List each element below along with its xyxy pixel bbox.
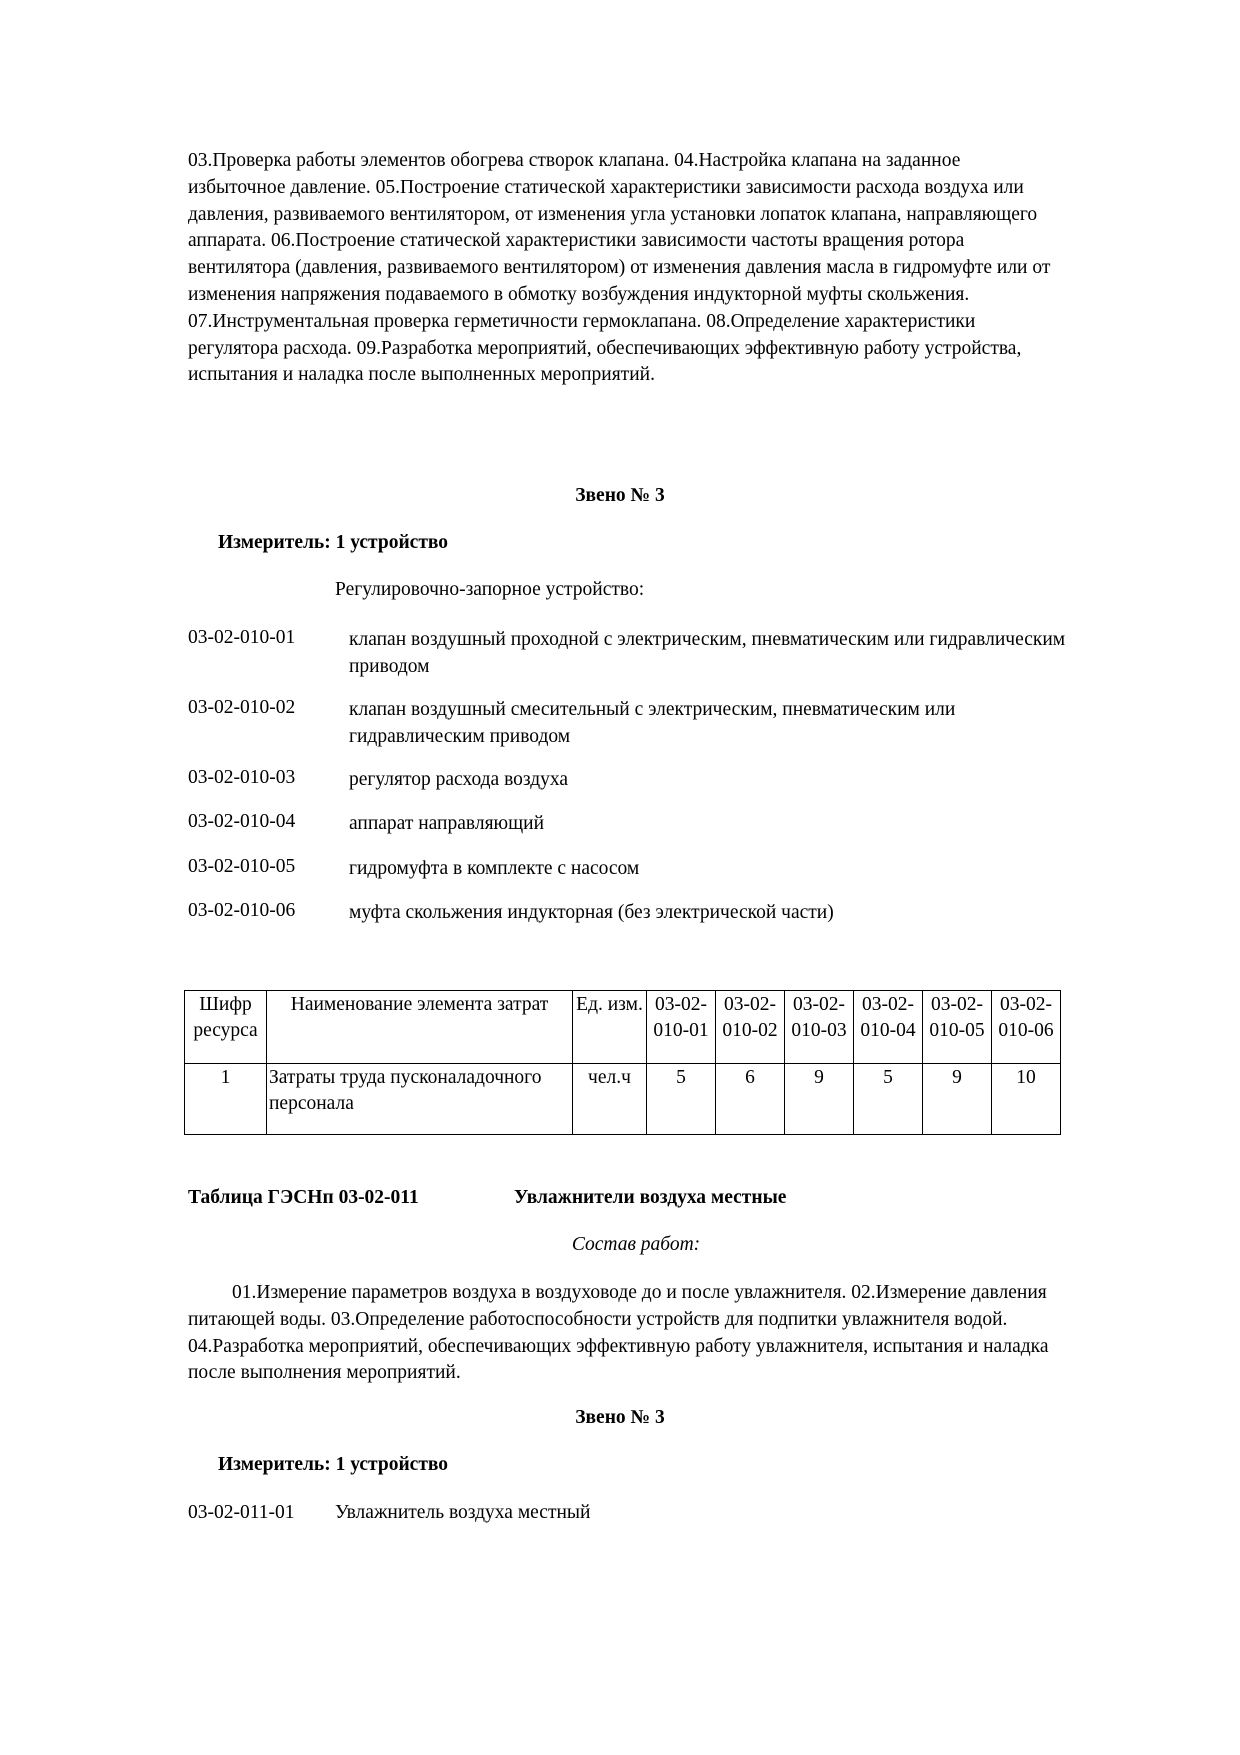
header-col: 03-02-010-03 [785, 991, 854, 1064]
item-code: 03-02-010-02 [188, 697, 296, 718]
item-code: 03-02-010-01 [188, 627, 296, 648]
table-title: Увлажнители воздуха местные [514, 1187, 787, 1208]
item-text: гидромуфта в комплекте с насосом [349, 858, 640, 879]
zveno-heading: Звено № 3 [575, 1407, 665, 1428]
cell-unit: чел.ч [573, 1064, 647, 1135]
table-header-row [185, 991, 1061, 1064]
intro-paragraph: 03.Проверка работы элементов обогрева створок клапана. 04.Настройка клапана на заданное избыточное давление. 05.Построение статической характеристики зависимости расхода воздуха или давления, развиваемого вентилятором, от изменения угла установки лопаток клапана, направляющего аппарата. 06.Построение статической характеристики зависимости частоты вращения ротора вентилятора (давления, развиваемого вентилятором) от изменения давления масла в гидромуфте или от изменения напряжения подаваемого в обмотку возбуждения индукторной муфты скольжения. 07.Инструментальная проверка герметичности гермоклапана. 08.Определение характеристики регулятора расхода. 09.Разработка мероприятий, обеспечивающих эффективную работу устройства, испытания и наладка после выполненных мероприятий. [188, 150, 1051, 386]
item-text: регулятор расхода воздуха [349, 769, 569, 790]
works-paragraph: 01.Измерение параметров воздуха в воздуховоде до и после увлажнителя. 02.Измерение давления питающей воды. 03.Определение работоспособности устройств для подпитки увлажнителя водой. 04.Разработка мероприятий, обеспечивающих эффективную работу увлажнителя, испытания и наладка после выполнения мероприятий. [188, 1282, 1049, 1384]
meter-label: Измеритель: 1 устройство [218, 1454, 449, 1475]
item-text: клапан воздушный проходной с электрическим, пневматическим или гидравлическим приводом [349, 629, 1066, 677]
group-heading: Регулировочно-запорное устройство: [335, 579, 645, 600]
header-col: 03-02-010-01 [647, 991, 716, 1064]
meter-label: Измеритель: 1 устройство [218, 532, 449, 553]
item-code: 03-02-011-01 [188, 1502, 295, 1523]
header-name: Наименование элемента затрат [267, 991, 573, 1064]
header-col: 03-02-010-04 [854, 991, 923, 1064]
item-text: Увлажнитель воздуха местный [335, 1502, 591, 1523]
header-unit: Ед. изм. [573, 991, 647, 1064]
header-col: 03-02-010-05 [923, 991, 992, 1064]
cell-value: 9 [923, 1064, 992, 1135]
table-label: Таблица ГЭСНп 03-02-011 [188, 1187, 419, 1208]
cell-value: 5 [854, 1064, 923, 1135]
item-text: аппарат направляющий [349, 813, 544, 834]
item-text: муфта скольжения индукторная (без электрической части) [349, 902, 834, 923]
item-code: 03-02-010-04 [188, 811, 296, 832]
works-heading: Состав работ: [571, 1234, 701, 1255]
resource-table [184, 990, 1061, 1135]
item-code: 03-02-010-05 [188, 856, 296, 877]
item-code: 03-02-010-06 [188, 900, 296, 921]
header-col: 03-02-010-02 [716, 991, 785, 1064]
cell-value: 6 [716, 1064, 785, 1135]
item-text: клапан воздушный смесительный с электрическим, пневматическим или гидравлическим приводом [349, 699, 956, 747]
table-row [185, 1064, 1061, 1135]
zveno-heading: Звено № 3 [575, 485, 665, 506]
cell-code: 1 [185, 1064, 267, 1135]
header-col: 03-02-010-06 [992, 991, 1061, 1064]
cell-value: 9 [785, 1064, 854, 1135]
header-code: Шифр ресурса [185, 991, 267, 1064]
item-code: 03-02-010-03 [188, 767, 296, 788]
cell-value: 10 [992, 1064, 1061, 1135]
cell-name: Затраты труда пусконаладочного персонала [267, 1064, 573, 1135]
cell-value: 5 [647, 1064, 716, 1135]
